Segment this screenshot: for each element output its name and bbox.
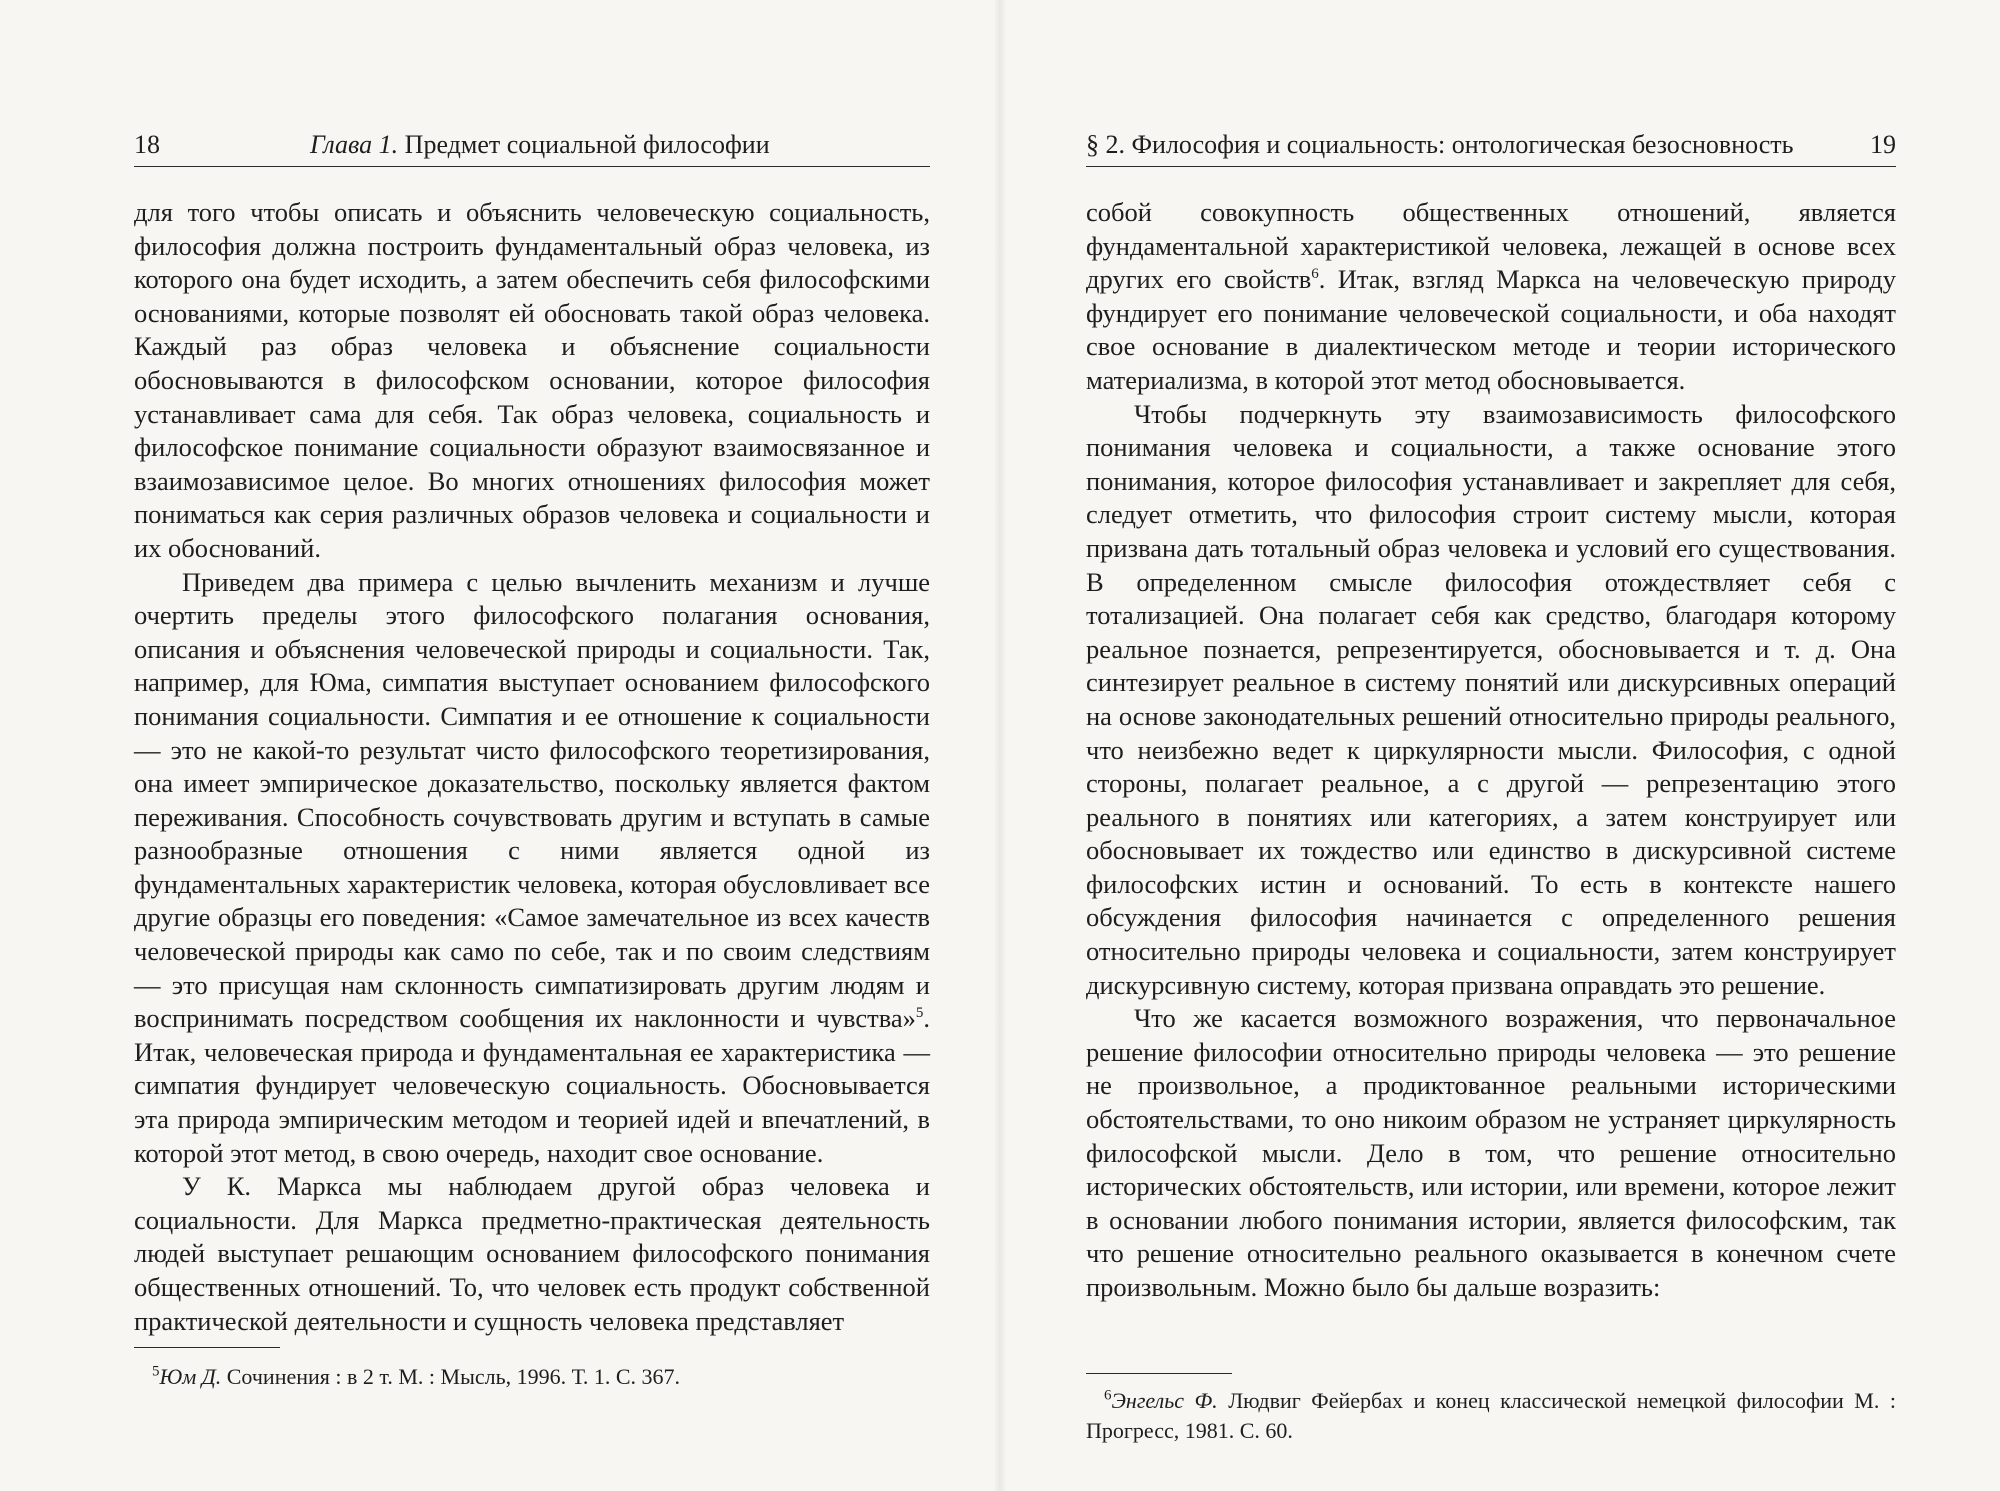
footnote-right (1086, 1386, 1896, 1446)
page-number-left: 18 (134, 130, 160, 159)
body-text-right (1086, 196, 1896, 1305)
footnote-left (152, 1362, 930, 1392)
footnote-ref-5: 5 (915, 1005, 924, 1022)
footnote-author-right: Энгельс Ф. (1111, 1388, 1218, 1413)
paragraph-right-1-tail: . Итак, взгляд Маркса на человеческую природу фундирует его понимание человеческой социальности, и оба находят свое основание в диалектическом методе и теории исторического материализма, в которой этот метод обосновывается. (1086, 264, 1896, 395)
paragraph-right-1 (1086, 196, 1896, 398)
paragraph-right-1-head: собой совокупность общественных отношений, является фундаментальной характеристикой человека, лежащей в основе всех других его свойств (1086, 197, 1896, 295)
footnote-ref-6: 6 (1311, 266, 1319, 283)
footnote-mark-5: 5 (152, 1363, 160, 1380)
paragraph-right-2: Чтобы подчеркнуть эту взаимозависимость философского понимания человека и социальности, а также основание этого понимания, которое философия устанавливает и закрепляет для себя, следует отметить, что философия строит систему мысли, которая призвана дать тотальный образ человека и условий его существования. В определенном смысле философия отождествляет себя с тотализацией. Она полагает себя как средство, благодаря которому реальное познается, репрезентируется, обосновывается и т. д. Она синтезирует реальное в систему понятий или дискурсивных операций на основе законодательных решений относительно природы реального, что неизбежно ведет к циркулярности мысли. Философия, с одной стороны, полагает реальное, а с другой — репрезентацию этого реального в понятиях или категориях, а затем конструирует или обосновывает их тождество или единство в дискурсивной системе философских истин и оснований. То есть в контексте нашего обсуждения философия начинается с определенного решения относительно природы человека и социальности, затем конструирует дискурсивную систему, которая призвана оправдать это решение. (1086, 398, 1896, 1000)
chapter-label: Глава 1. (310, 130, 399, 159)
section-title: § 2. Философия и социальность: онтологическая безосновность (1086, 130, 1794, 159)
footnote-rule-left (134, 1347, 280, 1348)
page-number-right: 19 (1870, 130, 1896, 159)
paragraph-left-2-tail: . Итак, человеческая природа и фундаментальная ее характеристика — симпатия фундирует человеческую социальность. Обосновывается эта природа эмпирическим методом и теорией идей и впечатлений, в которой этот метод, в свою очередь, находит свое основание. (134, 1003, 930, 1168)
paragraph-right-3: Что же касается возможного возражения, что первоначальное решение философии относительно природы человека — это решение не произвольное, а продиктованное реальными историческими обстоятельствами, то оно никоим образом не устраняет циркулярность философской мысли. Дело в том, что решение относительно исторических обстоятельств, или истории, или времени, которое лежит в основании любого понимания истории, является философским, так что решение относительно реального оказывается в конечном счете произвольным. Можно было бы дальше возразить: (1086, 1003, 1896, 1302)
footnote-rule-right (1086, 1373, 1232, 1374)
header-rule-right (1086, 166, 1896, 167)
paragraph-left-2 (134, 566, 930, 1171)
header-rule-left (134, 166, 930, 167)
footnote-author-left: Юм Д. (159, 1364, 222, 1389)
paragraph-left-1: для того чтобы описать и объяснить человеческую социальность, философия должна построить фундаментальный образ человека, из которого она будет исходить, а затем обеспечить себя философскими основаниями, которые позволят ей обосновать такой образ человека. Каждый раз образ человека и объяснение социальности обосновываются в философском основании, которое философия устанавливает сама для себя. Так образ человека, социальность и философское понимание социальности образуют взаимосвязанное и взаимозависимое целое. Во многих отношениях философия может пониматься как серия различных образов человека и социальности и их обоснований. (134, 197, 930, 563)
right-page (1000, 0, 2000, 1491)
running-header-left (134, 128, 930, 162)
chapter-name: Предмет социальной философии (398, 130, 770, 159)
footnote-text-right: Людвиг Фейербах и конец классической немецкой философии М. : Прогресс, 1981. С. 60. (1086, 1388, 1896, 1443)
footnote-text-left: Сочинения : в 2 т. М. : Мысль, 1996. Т. 1. С. 367. (221, 1364, 681, 1389)
chapter-title (310, 128, 770, 162)
body-text-left (134, 196, 930, 1338)
footnote-mark-6: 6 (1104, 1387, 1112, 1404)
running-header-right (1086, 128, 1896, 162)
paragraph-left-3: У К. Маркса мы наблюдаем другой образ человека и социальности. Для Маркса предметно-практическая деятельность людей выступает решающим основанием философского понимания общественных отношений. То, что человек есть продукт собственной практической деятельности и сущность человека представляет (134, 1171, 930, 1336)
paragraph-left-2-text: Приведем два примера с целью вычленить механизм и лучше очертить пределы этого философского полагания основания, описания и объяснения человеческой природы и социальности. Так, например, для Юма, симпатия выступает основанием философского понимания социальности. Симпатия и ее отношение к социальности — это не какой-то результат чисто философского теоретизирования, она имеет эмпирическое доказательство, поскольку является фактом переживания. Способность сочувствовать другим и вступать в самые разнообразные отношения с ними является одной из фундаментальных характеристик человека, которая обусловливает все другие образцы его поведения: «Самое замечательное из всех качеств человеческой природы как само по себе, так и по своим следствиям — это присущая нам склонность симпатизировать другим людям и воспринимать посредством сообщения их наклонности и чувства» (134, 566, 930, 1034)
